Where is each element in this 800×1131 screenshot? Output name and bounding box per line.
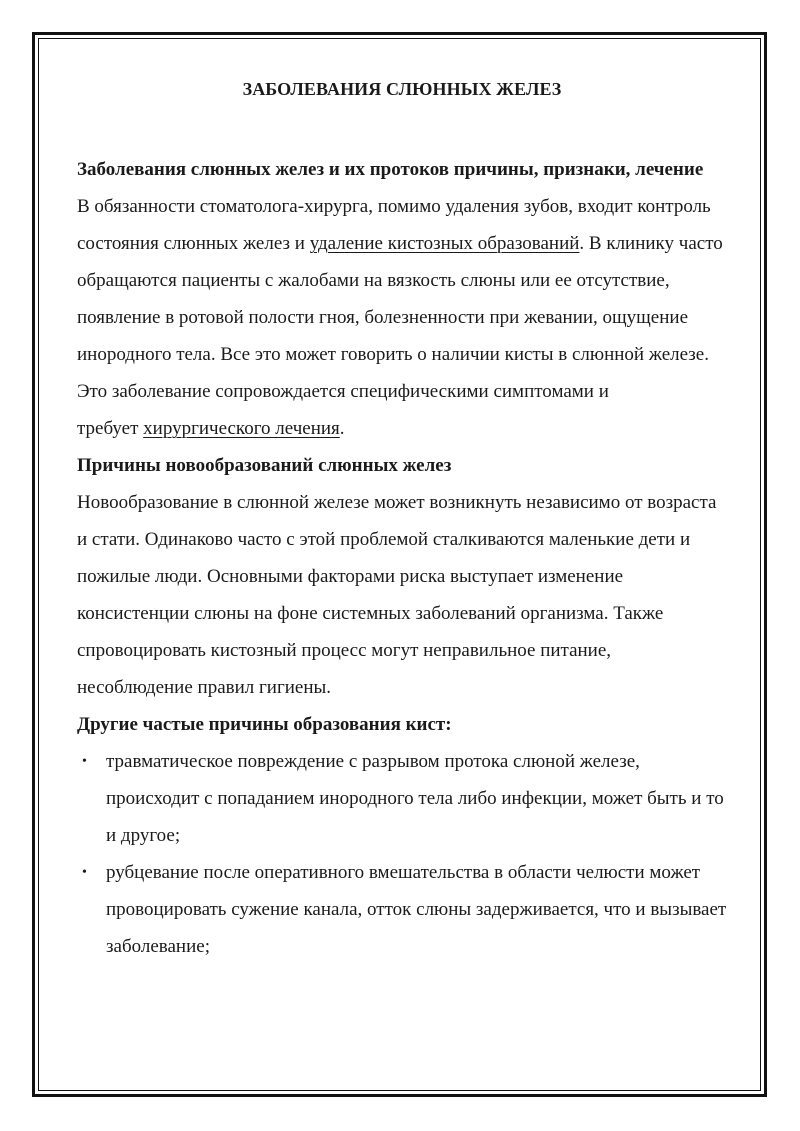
section-heading-other-causes: Другие частые причины образования кист: xyxy=(77,714,452,735)
list-item xyxy=(77,854,727,965)
list-item-text: травматическое повреждение с разрывом протока слюной железе, происходит с попаданием инородного тела либо инфекции, может быть и то и другое; xyxy=(106,751,724,846)
list-item-text: рубцевание после оперативного вмешательства в области челюсти может провоцировать сужение канала, отток слюны задерживается, что и вызывает заболевание; xyxy=(106,862,727,957)
section-overview xyxy=(77,151,727,447)
document-title: ЗАБОЛЕВАНИЯ СЛЮННЫХ ЖЕЛЕЗ xyxy=(242,79,562,99)
overview-text-part3: требует xyxy=(77,418,144,439)
overview-paragraph xyxy=(77,188,727,447)
cyst-removal-link[interactable]: удаление кистозных образований xyxy=(309,233,580,254)
document-page xyxy=(77,74,727,965)
section-heading-causes: Причины новообразований слюнных желез xyxy=(77,455,452,476)
bullet-icon: • xyxy=(82,865,87,880)
causes-paragraph: Новообразование в слюнной железе может возникнуть независимо от возраста и стати. Одинаково часто с этой проблемой сталкиваются маленькие дети и пожилые люди. Основными факторами риска выступает изменение консистенции слюны на фоне системных заболеваний организма. Также спровоцировать кистозный процесс могут неправильное питание, несоблюдение правил гигиены. xyxy=(77,492,717,698)
overview-text-part2: . В клинику часто обращаются пациенты с жалобами на вязкость слюны или ее отсутствие, появление в ротовой полости гноя, болезненности при жевании, ощущение инородного тела. Все это может говорить о наличии кисты в слюнной железе. Это заболевание сопровождается специфическими симптомами и xyxy=(77,233,723,402)
section-heading-overview: Заболевания слюнных желез и их протоков причины, признаки, лечение xyxy=(77,159,704,180)
section-other-causes xyxy=(77,706,727,965)
list-item xyxy=(77,743,727,854)
overview-text-part4: . xyxy=(339,418,345,439)
bullet-icon: • xyxy=(82,754,87,769)
surgical-treatment-link[interactable]: хирургического лечения xyxy=(143,418,340,439)
section-causes xyxy=(77,447,727,706)
other-causes-list xyxy=(77,743,727,965)
overview-text-part1: В обязанности стоматолога-хирурга, помимо удаления зубов, входит контроль состояния слюнных желез и xyxy=(77,196,711,254)
